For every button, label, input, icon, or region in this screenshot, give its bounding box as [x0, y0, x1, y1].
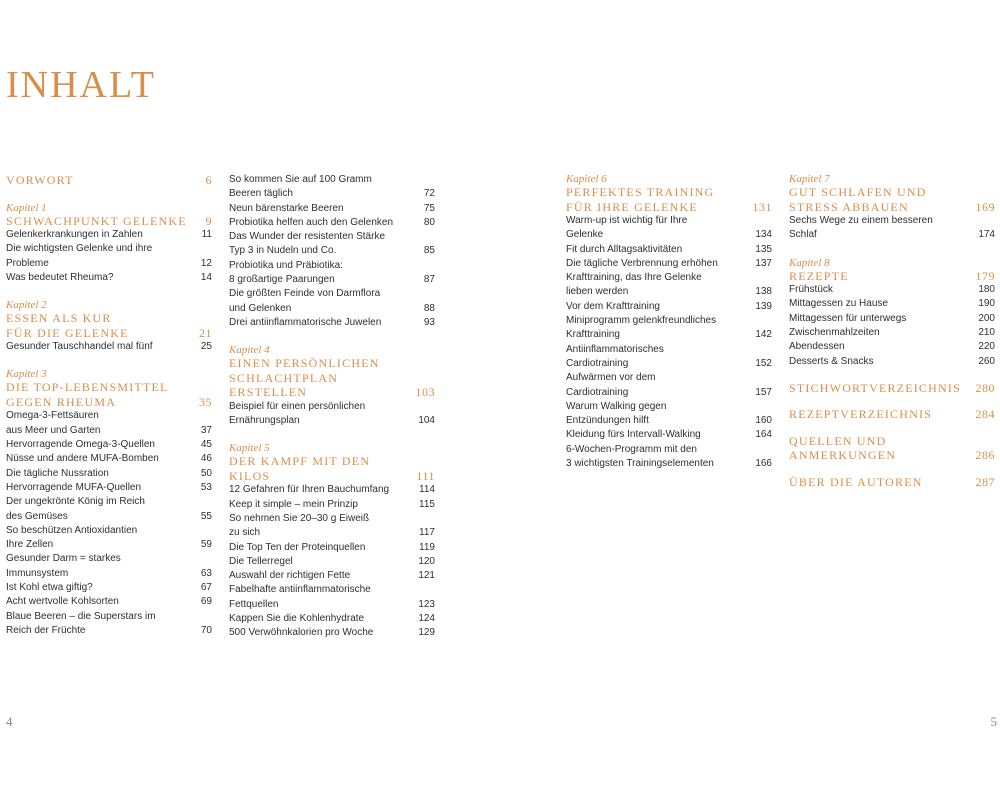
- toc-entry[interactable]: [229, 259, 435, 288]
- toc-entry-page: 88: [423, 302, 435, 314]
- toc-section: [789, 381, 995, 396]
- chapter-page-number: 284: [975, 407, 995, 422]
- toc-entry[interactable]: [566, 300, 772, 314]
- toc-entry-title: Sechs Wege zu einem besseren Schlaf: [789, 215, 933, 241]
- toc-entry-title: Auswahl der richtigen Fette: [229, 570, 351, 582]
- toc-entry[interactable]: [789, 312, 995, 326]
- page-title: INHALT: [6, 64, 156, 106]
- chapter-heading-text: EINEN PERSÖNLICHEN SCHLACHTPLAN ERSTELLEN: [229, 356, 380, 400]
- chapter-heading[interactable]: [6, 173, 212, 188]
- toc-entry-title: Das Wunder der resistenten Stärke Typ 3 in Nudeln und Co.: [229, 231, 386, 257]
- toc-entry-title: Keep it simple – mein Prinzip: [229, 498, 358, 510]
- chapter-heading[interactable]: [789, 269, 995, 284]
- toc-entry[interactable]: [6, 242, 212, 271]
- chapter-page-number: 103: [415, 385, 435, 400]
- toc-entry-page: 142: [755, 329, 772, 341]
- toc-entry-title: Acht wertvolle Kohlsorten: [6, 596, 119, 608]
- toc-entry-page: 200: [978, 312, 995, 324]
- chapter-heading[interactable]: [789, 475, 995, 490]
- toc-entry-title: Probiotika und Präbiotika: 8 großartige Paarungen: [229, 259, 343, 286]
- toc-entry-title: Warum Walking gegen Entzündungen hilft: [566, 400, 667, 427]
- toc-entry-title: Fabelhafte antiinflammatorische Fettquellen: [229, 584, 371, 610]
- chapter-page-number: 287: [975, 474, 995, 489]
- toc-entry-page: 174: [978, 229, 995, 241]
- chapter-page-number: 280: [975, 380, 995, 395]
- toc-entry-title: So beschützen Antioxidantien Ihre Zellen: [6, 524, 138, 551]
- toc-entry[interactable]: [789, 283, 995, 297]
- chapter-heading[interactable]: [6, 311, 212, 340]
- toc-entry-title: Beispiel für einen persönlichen Ernährungsplan: [229, 400, 366, 427]
- toc-entry-page: 120: [418, 555, 435, 567]
- toc-entry[interactable]: [6, 481, 212, 495]
- toc-entry-title: Aufwärmen vor dem Cardiotraining: [566, 372, 656, 398]
- chapter-label: Kapitel 8: [789, 256, 830, 269]
- chapter-page-number: 35: [199, 394, 212, 409]
- chapter-page-number: 9: [205, 213, 212, 228]
- toc-section: [6, 173, 212, 188]
- toc-entry-title: Antiinflammatorisches Cardiotraining: [566, 343, 664, 369]
- toc-entry[interactable]: [566, 257, 772, 271]
- toc-entry[interactable]: [566, 243, 772, 257]
- toc-entry-title: 6-Wochen-Programm mit den 3 wichtigsten Trainingselementen: [566, 443, 714, 470]
- toc-entry-title: Abendessen: [789, 341, 845, 353]
- toc-entry-page: 135: [755, 243, 772, 255]
- toc-entry-page: 210: [978, 326, 995, 338]
- folio-right: 5: [990, 714, 997, 729]
- toc-entry-title: Neun bärenstarke Beeren: [229, 202, 344, 214]
- toc-entry-title: Die wichtigsten Gelenke und ihre Probleme: [6, 243, 153, 269]
- toc-entry-title: Die Tellerregel: [229, 555, 293, 567]
- toc-entry[interactable]: [789, 340, 995, 354]
- toc-entry-page: 114: [419, 484, 435, 496]
- toc-entry[interactable]: [789, 355, 995, 369]
- toc-entry[interactable]: [229, 230, 435, 259]
- toc-entry-title: 500 Verwöhnkalorien pro Woche: [229, 627, 374, 639]
- chapter-label: Kapitel 5: [229, 442, 270, 455]
- toc-entry[interactable]: [6, 595, 212, 609]
- toc-entry[interactable]: [229, 583, 435, 612]
- chapter-page-number: 179: [975, 268, 995, 283]
- chapter-heading-text: ESSEN ALS KUR FÜR DIE GELENKE: [6, 311, 129, 340]
- toc-entry-page: 11: [201, 229, 212, 240]
- toc-entry[interactable]: [6, 452, 212, 466]
- toc-entry-page: 85: [423, 245, 435, 257]
- toc-entry-page: 46: [200, 453, 212, 465]
- chapter-heading-text: VORWORT: [6, 173, 74, 187]
- toc-entry[interactable]: [229, 512, 435, 541]
- toc-entry-page: 70: [200, 624, 212, 636]
- chapter-heading[interactable]: [6, 214, 212, 229]
- toc-entry[interactable]: [6, 409, 212, 438]
- toc-entry[interactable]: [789, 326, 995, 340]
- toc-section: [229, 344, 435, 428]
- toc-entry[interactable]: [566, 343, 772, 372]
- toc-entry[interactable]: [6, 438, 212, 452]
- chapter-page-number: 111: [416, 468, 435, 483]
- chapter-heading-text: QUELLEN UND ANMERKUNGEN: [789, 433, 897, 463]
- toc-section: [789, 407, 995, 422]
- toc-entry-page: 129: [418, 627, 435, 639]
- chapter-heading[interactable]: [789, 407, 995, 422]
- toc-entry-page: 190: [978, 298, 995, 310]
- toc-entry-page: 166: [755, 458, 772, 470]
- chapter-heading-text: SCHWACHPUNKT GELENKE: [6, 213, 187, 228]
- toc-entry[interactable]: [229, 483, 435, 497]
- toc-entry[interactable]: [229, 400, 435, 429]
- toc-entry-title: So nehmen Sie 20–30 g Eiweiß zu sich: [229, 512, 370, 539]
- chapter-label: Kapitel 2: [6, 299, 47, 312]
- chapter-page-number: 6: [205, 173, 212, 187]
- toc-entry-title: Desserts & Snacks: [789, 355, 874, 367]
- chapter-heading-text: PERFEKTES TRAINING FÜR IHRE GELENKE: [566, 185, 715, 214]
- chapter-heading-text: DER KAMPF MIT DEN KILOS: [229, 454, 371, 483]
- toc-entry-page: 93: [423, 316, 435, 328]
- toc-entry-page: 75: [423, 202, 435, 214]
- toc-entry-page: 14: [200, 271, 212, 283]
- chapter-heading[interactable]: [566, 185, 772, 214]
- toc-entry[interactable]: [6, 340, 212, 354]
- toc-entry-page: 53: [200, 481, 212, 493]
- toc-section: [229, 173, 435, 330]
- toc-entry-title: Drei antiinflammatorische Juwelen: [229, 316, 382, 328]
- toc-entry[interactable]: [789, 214, 995, 243]
- toc-entry-title: Vor dem Krafttraining: [566, 300, 660, 312]
- chapter-heading-text: DIE TOP-LEBENSMITTEL GEGEN RHEUMA: [6, 380, 169, 409]
- toc-entry-page: 55: [200, 510, 212, 522]
- toc-entry-title: Frühstück: [789, 284, 833, 296]
- toc-entry-page: 69: [200, 596, 212, 608]
- toc-entry-title: Was bedeutet Rheuma?: [6, 271, 114, 283]
- toc-entry[interactable]: [566, 214, 772, 243]
- toc-section: [6, 368, 212, 638]
- chapter-label: Kapitel 1: [6, 201, 47, 214]
- toc-entry-title: Fit durch Alltagsaktivitäten: [566, 243, 683, 255]
- toc-entry-title: Die größten Feinde von Darmflora und Gelenken: [229, 288, 381, 314]
- toc-entry-page: 152: [755, 357, 772, 369]
- toc-entry[interactable]: [6, 467, 212, 481]
- chapter-label: Kapitel 3: [6, 368, 47, 381]
- toc-entry-title: Mittagessen zu Hause: [789, 298, 888, 310]
- toc-entry-title: Ist Kohl etwa giftig?: [6, 582, 93, 594]
- toc-entry-page: 59: [200, 539, 212, 551]
- toc-entry-page: 63: [200, 567, 212, 579]
- toc-entry[interactable]: [6, 552, 212, 581]
- toc-entry-title: Der ungekrönte König im Reich des Gemüses: [6, 496, 145, 522]
- toc-entry-page: 87: [423, 274, 435, 286]
- toc-entry-page: 12: [200, 257, 212, 269]
- chapter-page-number: 21: [199, 325, 212, 340]
- folio-left: 4: [6, 714, 13, 729]
- toc-entry-page: 180: [978, 284, 995, 296]
- toc-entry-title: Hervorragende Omega-3-Quellen: [6, 439, 155, 451]
- toc-entry[interactable]: [229, 216, 435, 230]
- toc-entry[interactable]: [566, 400, 772, 429]
- toc-entry[interactable]: [229, 612, 435, 626]
- toc-entry-page: 67: [200, 582, 212, 594]
- toc-section: [789, 475, 995, 490]
- toc-entry-page: 124: [418, 613, 435, 625]
- toc-entry-page: 157: [755, 386, 772, 398]
- toc-entry-page: 104: [418, 415, 435, 427]
- toc-column-1: [6, 173, 212, 638]
- toc-entry-page: 37: [200, 424, 212, 436]
- toc-entry-title: Mittagessen für unterwegs: [789, 312, 907, 324]
- chapter-label: Kapitel 7: [789, 173, 830, 185]
- toc-entry-title: Probiotika helfen auch den Gelenken: [229, 216, 394, 228]
- toc-entry-page: 117: [419, 527, 435, 539]
- toc-entry-page: 121: [418, 570, 435, 582]
- toc-entry[interactable]: [566, 371, 772, 400]
- chapter-heading[interactable]: [789, 381, 995, 396]
- toc-entry-title: Hervorragende MUFA-Quellen: [6, 481, 142, 493]
- toc-entry-title: Gesunder Tauschhandel mal fünf: [6, 341, 153, 353]
- toc-entry-page: 160: [755, 415, 772, 427]
- toc-entry[interactable]: [6, 228, 212, 242]
- toc-entry-title: 12 Gefahren für Ihren Bauchumfang: [229, 484, 390, 496]
- chapter-heading-text: REZEPTE: [789, 268, 849, 283]
- toc-entry[interactable]: [229, 569, 435, 583]
- toc-entry[interactable]: [6, 610, 212, 639]
- toc-entry-title: Krafttraining, das Ihre Gelenke lieben werden: [566, 272, 702, 298]
- toc-entry[interactable]: [566, 428, 772, 442]
- toc-entry-title: Die tägliche Verbrennung erhöhen: [566, 257, 718, 269]
- toc-entry-page: 45: [200, 439, 212, 451]
- toc-section: [566, 173, 772, 471]
- toc-entry-page: 25: [200, 341, 212, 353]
- toc-entry[interactable]: [566, 271, 772, 300]
- toc-entry-page: 115: [419, 498, 435, 510]
- toc-entry[interactable]: [229, 541, 435, 555]
- toc-entry-title: So kommen Sie auf 100 Gramm Beeren täglich: [229, 174, 372, 200]
- toc-entry[interactable]: [6, 524, 212, 553]
- toc-entry-page: 139: [755, 300, 772, 312]
- toc-entry-title: Warm-up ist wichtig für Ihre Gelenke: [566, 215, 688, 241]
- chapter-page-number: 169: [975, 199, 995, 214]
- toc-entry-title: Die Top Ten der Proteinquellen: [229, 541, 366, 553]
- chapter-heading-text: ÜBER DIE AUTOREN: [789, 474, 923, 489]
- chapter-label: Kapitel 6: [566, 173, 607, 185]
- chapter-heading[interactable]: [789, 185, 995, 214]
- toc-column-2: [229, 173, 435, 641]
- toc-entry-page: 220: [978, 341, 995, 353]
- chapter-label: Kapitel 4: [229, 344, 270, 357]
- toc-entry-title: Kappen Sie die Kohlenhydrate: [229, 613, 365, 625]
- toc-entry-page: 164: [755, 429, 772, 441]
- toc-section: [789, 257, 995, 369]
- chapter-page-number: 286: [975, 448, 995, 463]
- toc-entry[interactable]: [229, 287, 435, 316]
- chapter-heading[interactable]: [6, 380, 212, 409]
- toc-section: [789, 434, 995, 463]
- toc-entry-title: Kleidung fürs Intervall-Walking: [566, 429, 701, 441]
- toc-entry-page: 119: [419, 541, 435, 553]
- chapter-heading-text: GUT SCHLAFEN UND STRESS ABBAUEN: [789, 185, 927, 214]
- toc-entry[interactable]: [6, 495, 212, 524]
- toc-entry-page: 260: [978, 355, 995, 367]
- toc-entry[interactable]: [6, 581, 212, 595]
- toc-entry-title: Gelenkerkrankungen in Zahlen: [6, 229, 143, 240]
- chapter-page-number: 131: [752, 199, 772, 214]
- toc-entry-title: Blaue Beeren – die Superstars im Reich der Früchte: [6, 610, 156, 636]
- toc-entry-page: 50: [200, 467, 212, 479]
- toc-entry-title: Die tägliche Nussration: [6, 467, 109, 479]
- toc-entry[interactable]: [229, 316, 435, 330]
- chapter-heading-text: STICHWORTVERZEICHNIS: [789, 380, 961, 395]
- chapter-heading[interactable]: [229, 454, 435, 483]
- toc-entry[interactable]: [229, 498, 435, 512]
- chapter-heading[interactable]: [789, 434, 995, 463]
- toc-column-4: [789, 173, 995, 489]
- toc-column-3: [566, 173, 772, 471]
- toc-entry[interactable]: [229, 202, 435, 216]
- toc-entry-title: Gesunder Darm = starkes Immunsystem: [6, 553, 121, 579]
- toc-entry[interactable]: [229, 626, 435, 640]
- toc-entry-title: Zwischenmahlzeiten: [789, 326, 880, 338]
- toc-entry-page: 72: [423, 188, 435, 200]
- toc-section: [789, 173, 995, 243]
- toc-entry[interactable]: [6, 271, 212, 285]
- toc-entry-title: Omega-3-Fettsäuren aus Meer und Garten: [6, 410, 101, 436]
- toc-entry-title: Nüsse und andere MUFA-Bomben: [6, 453, 159, 465]
- toc-section: [6, 202, 212, 286]
- toc-entry[interactable]: [229, 555, 435, 569]
- toc-section: [6, 299, 212, 354]
- toc-entry[interactable]: [566, 443, 772, 472]
- toc-entry[interactable]: [229, 173, 435, 202]
- toc-entry[interactable]: [789, 297, 995, 311]
- toc-entry-page: 134: [755, 229, 772, 241]
- toc-entry-page: 80: [423, 216, 435, 228]
- toc-entry-page: 137: [755, 257, 772, 269]
- toc-entry-page: 123: [418, 598, 435, 610]
- chapter-heading-text: REZEPTVERZEICHNIS: [789, 407, 933, 422]
- chapter-heading[interactable]: [229, 356, 435, 400]
- toc-entry-title: Miniprogramm gelenkfreundliches Krafttraining: [566, 315, 717, 341]
- toc-entry-page: 138: [755, 286, 772, 298]
- toc-entry[interactable]: [566, 314, 772, 343]
- toc-section: [229, 442, 435, 640]
